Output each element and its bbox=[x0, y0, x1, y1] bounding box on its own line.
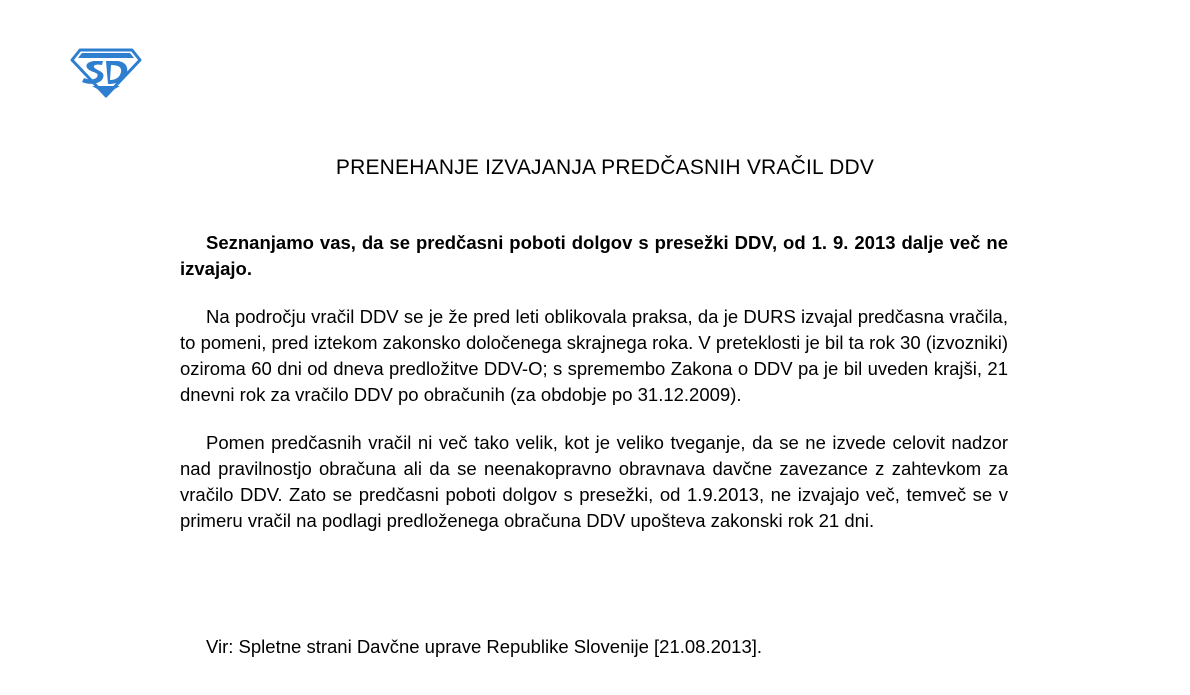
sd-shield-logo-icon bbox=[70, 44, 142, 98]
body-paragraph: Na področju vračil DDV se je že pred leti oblikovala praksa, da je DURS izvajal predčasna vračila, to pomeni, pred iztekom zakonsko določenega skrajnega roka. V preteklosti je bil ta rok 30 (izvozniki) oziroma 60 dni od dneva predložitve DDV-O; s spremembo Zakona o DDV pa je bil uveden krajši, 21 dnevni rok za vračilo DDV po obračunih (za obdobje po 31.12.2009). bbox=[180, 306, 1008, 405]
source-citation: Vir: Spletne strani Davčne uprave Republike Slovenije [21.08.2013]. bbox=[206, 636, 763, 657]
intro-paragraph: Seznanjamo vas, da se predčasni poboti dolgov s presežki DDV, od 1. 9. 2013 dalje več ne izvajajo. bbox=[180, 232, 1008, 279]
body-paragraph: Pomen predčasnih vračil ni več tako velik, kot je veliko tveganje, da se ne izvede celovit nadzor nad pravilnostjo obračuna ali da se neenakopravno obravnava davčne zavezance z zahtevkom za vračilo DDV. Zato se predčasni poboti dolgov s presežki, od 1.9.2013, ne izvajajo več, temveč se v primeru vračil na podlagi predloženega obračuna DDV upošteva zakonski rok 21 dni. bbox=[180, 432, 1008, 531]
document-title: PRENEHANJE IZVAJANJA PREDČASNIH VRAČIL DDV bbox=[335, 156, 875, 179]
document-body bbox=[180, 230, 1008, 556]
